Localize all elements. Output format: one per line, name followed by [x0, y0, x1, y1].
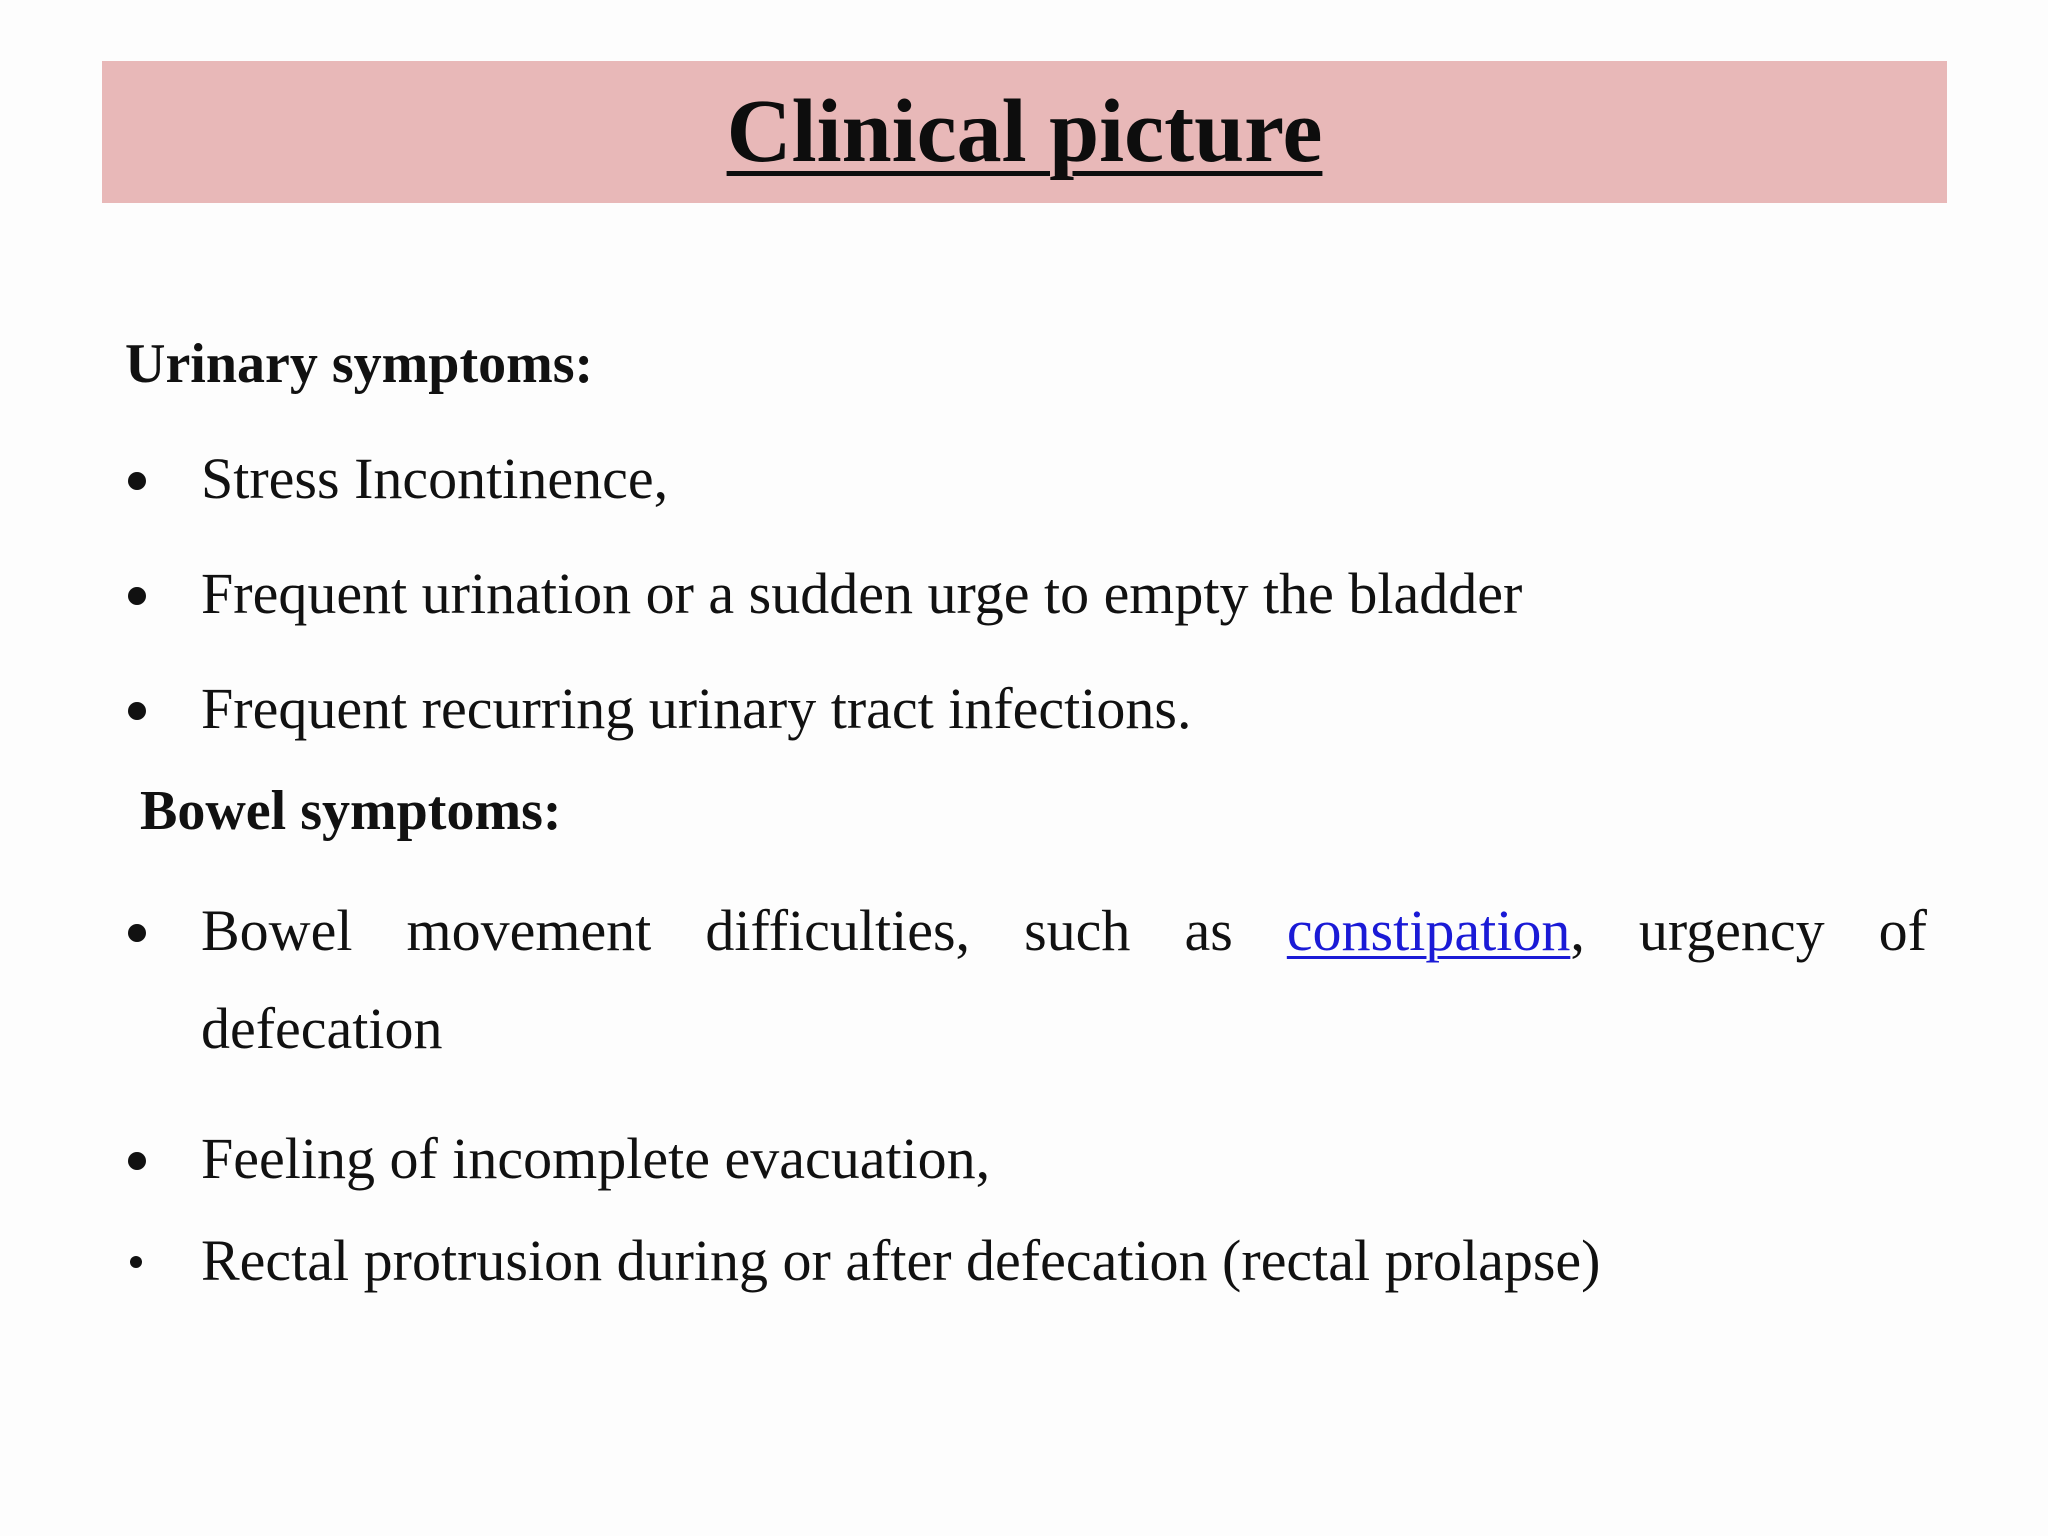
list-item-continuation: defecation [201, 996, 443, 1061]
list-item-text: Rectal protrusion during or after defecation (rectal prolapse) [201, 1228, 1601, 1293]
word: urgency [1638, 898, 1825, 963]
word: Bowel [201, 898, 353, 963]
word: difficulties, [705, 898, 971, 963]
list-item-text: Frequent recurring urinary tract infections. [201, 676, 1192, 741]
list-item-text: Frequent urination or a sudden urge to empty the bladder [201, 561, 1523, 626]
slide-title: Clinical picture [726, 82, 1323, 181]
word: as [1184, 898, 1233, 963]
word: movement [406, 898, 652, 963]
list-item-text: Feeling of incomplete evacuation, [201, 1126, 991, 1191]
bowel-heading: Bowel symptoms: [140, 780, 562, 842]
urinary-heading: Urinary symptoms: [125, 333, 594, 395]
title-bar [102, 61, 1947, 203]
list-item-text [201, 898, 1927, 963]
punctuation: , [1570, 898, 1585, 963]
constipation-link[interactable]: constipation [1286, 898, 1571, 963]
list-item-text: Stress Incontinence, [201, 446, 669, 511]
word: such [1024, 898, 1131, 963]
link-group [1286, 898, 1585, 963]
word: of [1878, 898, 1927, 963]
